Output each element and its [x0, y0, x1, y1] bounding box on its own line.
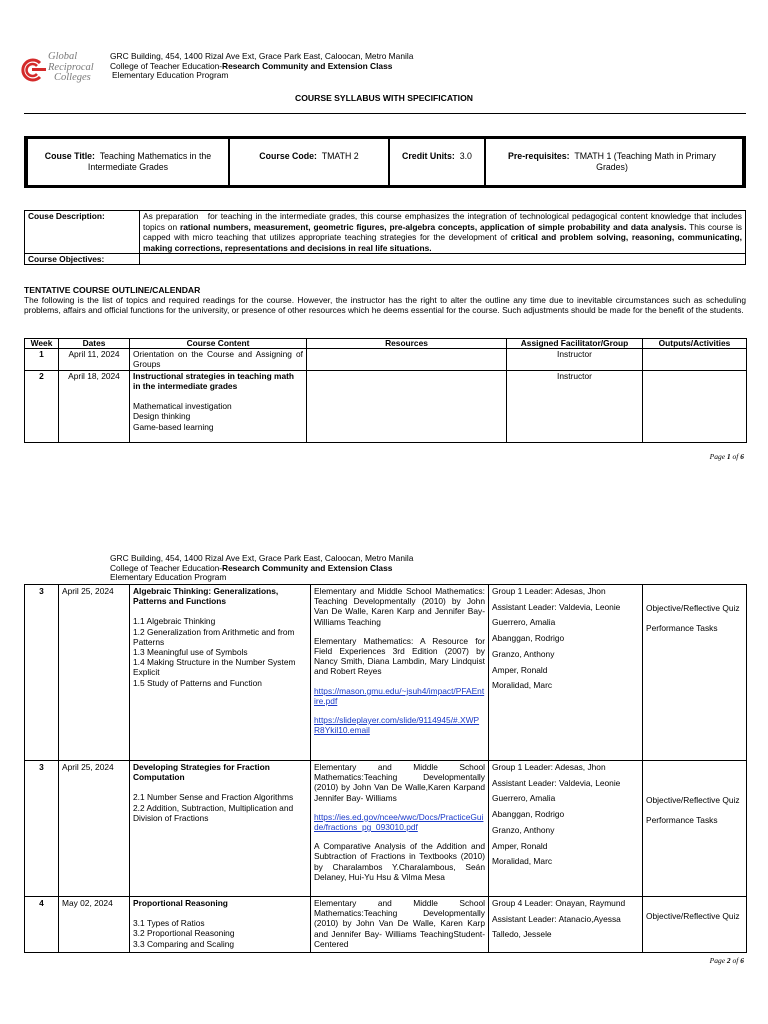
resource-text: A Comparative Analysis of the Addition and Subtraction of Fractions in Textbooks (2010) by Charalambos Y.Charalambous, Seán Delaney, Hui-Yu Hsu & Vilma Mesa [314, 841, 485, 882]
resources-cell [311, 761, 489, 897]
group-member: Guerrero, Amalia [492, 793, 556, 804]
list-item: 1.5 Study of Patterns and Function [133, 677, 262, 688]
output-item: Performance Tasks [646, 623, 718, 634]
resource-link[interactable]: https://mason.gmu.edu/~jsuh4/impact/PFAEntire.pdf [314, 685, 485, 706]
list-item: Game-based learning [133, 421, 214, 432]
facilitator-cell [489, 761, 643, 897]
date-cell: April 25, 2024 [59, 585, 130, 761]
outputs-cell [643, 349, 747, 371]
content-cell: Orientation on the Course and Assigning of Groups [130, 349, 307, 371]
college-line: College of Teacher Education-Research Community and Extension Class [110, 562, 393, 573]
list-item: 3.3 Comparing and Scaling [133, 938, 235, 949]
course-title-cell: Couse Title: Teaching Mathematics in the Intermediate Grades [28, 139, 230, 185]
prerequisites-value: TMATH 1 (Teaching Math in Primary Grades) [574, 151, 736, 172]
table-header-row [25, 339, 747, 349]
topic-title: Developing Strategies for Fraction Computation [133, 762, 270, 783]
date-cell: April 11, 2024 [59, 349, 130, 371]
outputs-cell [643, 761, 747, 897]
column-header: Outputs/Activities [643, 339, 747, 349]
resource-text: Elementary and Middle School Mathematics: Teaching Developmentally (2010) by John Van De Walle, Karen Karp and Jennifer Bay- Williams Teaching [314, 586, 485, 627]
resources-cell [311, 585, 489, 761]
week-cell: 2 [25, 370, 59, 442]
list-item: 1.1 Algebraic Thinking [133, 616, 216, 627]
course-outline-table [24, 338, 747, 443]
facilitator-cell [489, 585, 643, 761]
week-cell: 3 [25, 761, 59, 897]
facilitator-cell [489, 897, 643, 953]
page-2 [0, 550, 768, 1024]
logo-text [48, 52, 94, 84]
prerequisites-cell: Pre-requisites: TMATH 1 (Teaching Math in Primary Grades) [508, 151, 736, 172]
course-description-label: Couse Description: [25, 211, 140, 254]
resource-link[interactable]: https://ies.ed.gov/ncee/wwc/Docs/PracticeGuide/fractions_pg_093010.pdf [314, 811, 484, 833]
group-member: Talledo, Jessele [492, 929, 552, 940]
course-objectives-label: Course Objectives: [25, 254, 140, 265]
logo-line-1: Global [48, 51, 78, 62]
page-number: Page 2 of 6 [709, 956, 744, 965]
resources-cell [307, 370, 507, 442]
course-code-cell: Course Code: TMATH 2 [230, 139, 390, 185]
institution-address-block [110, 52, 413, 81]
column-header: Course Content [130, 339, 307, 349]
facilitator-cell: Instructor [507, 349, 643, 371]
output-item: Objective/Reflective Quiz [646, 795, 740, 805]
group-member: Granzo, Anthony [492, 648, 555, 659]
group-member: Group 1 Leader: Adesas, Jhon [492, 762, 606, 772]
date-cell: April 25, 2024 [59, 761, 130, 897]
course-title-value: Teaching Mathematics in the Intermediate Grades [87, 151, 212, 172]
group-member: Assistant Leader: Valdevia, Leonie [492, 777, 621, 788]
course-code-value: TMATH 2 [321, 151, 359, 161]
table-row [25, 897, 747, 953]
table-row [25, 761, 747, 897]
outline-section-body: The following is the list of topics and required readings for the course. However, the instructor has the right to alter the outline any time due to inevitable circumstances such as scheduling problems, affairs and official functions for the university, or presence of other resources which he deems essential for the course. Such adjustments should be made for the benefit of the students. [24, 295, 746, 316]
outline-section-title: TENTATIVE COURSE OUTLINE/CALENDAR [24, 285, 201, 295]
resource-text: Elementary and Middle School Mathematics:Teaching Developmentally (2010) by John Van De Walle,Karen Karpand Jennifer Bay- Williams [314, 762, 485, 803]
column-header: Dates [59, 339, 130, 349]
table-row [25, 349, 747, 371]
credit-units-cell: Credit Units: 3.0 [390, 139, 486, 185]
group-member: Abanggan, Rodrigo [492, 633, 565, 644]
facilitator-cell: Instructor [507, 370, 643, 442]
outputs-cell [643, 897, 747, 953]
date-cell: May 02, 2024 [59, 897, 130, 953]
week-cell: 3 [25, 585, 59, 761]
resource-text: Elementary and Middle School Mathematics:Teaching Developmentally (2010) by John Van De Walle, Karen Karp and Jennifer Bay- Williams TeachingStudent-Centered [314, 898, 485, 949]
week-cell: 1 [25, 349, 59, 371]
logo-mark-icon [20, 58, 46, 82]
list-item: 2.2 Addition, Subtraction, Multiplication and Division of Fractions [133, 802, 294, 823]
resources-cell [307, 349, 507, 371]
college-logo [20, 52, 102, 86]
address-line: GRC Building, 454, 1400 Rizal Ave Ext, Grace Park East, Caloocan, Metro Manila [110, 553, 414, 563]
column-header: Assigned Facilitator/Group [507, 339, 643, 349]
logo-line-3: Colleges [54, 72, 91, 83]
date-cell: April 18, 2024 [59, 370, 130, 442]
week-cell: 4 [25, 897, 59, 953]
page-1 [0, 0, 768, 470]
output-item: Objective/Reflective Quiz [646, 603, 740, 613]
course-description-table [24, 210, 746, 265]
outputs-cell [643, 585, 747, 761]
group-member: Assistant Leader: Atanacio,Ayessa [492, 913, 621, 924]
list-item: Mathematical investigation [133, 401, 232, 411]
group-member: Amper, Ronald [492, 840, 548, 851]
group-member: Granzo, Anthony [492, 824, 555, 835]
group-member: Assistant Leader: Valdevia, Leonie [492, 601, 621, 612]
group-member: Moralidad, Marc [492, 680, 553, 691]
group-member: Group 4 Leader: Onayan, Raymund [492, 898, 626, 908]
output-item: Performance Tasks [646, 815, 718, 826]
college-line: College of Teacher Education-Research Community and Extension Class [110, 60, 393, 71]
resource-text: Elementary Mathematics: A Resource for Field Experiences 3rd Edition (2007) by Nancy Smith, Diana Lambdin, Mary Lindquist and Robert Reyes [314, 635, 485, 677]
list-item: 1.3 Meaningful use of Symbols [133, 647, 248, 658]
program-line: Elementary Education Program [112, 70, 229, 81]
output-item: Objective/Reflective Quiz [646, 911, 740, 921]
group-member: Abanggan, Rodrigo [492, 809, 565, 820]
list-item: 1.2 Generalization from Arithmetic and from Patterns [133, 626, 295, 647]
resources-cell [311, 897, 489, 953]
table-row [25, 370, 747, 442]
logo-line-2: Reciprocal [48, 61, 94, 73]
institution-address-block [110, 554, 413, 583]
topic-title: Algebraic Thinking: Generalizations, Patterns and Functions [133, 586, 279, 607]
topic-title: Proportional Reasoning [133, 898, 228, 908]
column-header: Resources [307, 339, 507, 349]
group-member: Group 1 Leader: Adesas, Jhon [492, 586, 606, 596]
program-line: Elementary Education Program [110, 572, 227, 583]
table-row [25, 585, 747, 761]
list-item: 2.1 Number Sense and Fraction Algorithms [133, 792, 294, 803]
list-item: 3.2 Proportional Reasoning [133, 928, 235, 939]
content-cell [130, 761, 311, 897]
group-member: Amper, Ronald [492, 664, 548, 675]
outputs-cell [643, 370, 747, 442]
document-title: COURSE SYLLABUS WITH SPECIFICATION [295, 93, 473, 103]
header-divider [24, 113, 746, 114]
list-item: Design thinking [133, 411, 191, 422]
course-description-text: As preparation for teaching in the intermediate grades, this course emphasizes the integration of technological pedagogical content knowledge that includes topics on rational numbers, measurement, geometric figures, pre-algebra concepts, application of simple probability and data analysis. This course is capped with micro teaching that utilizes appropriate teaching strategies for the development of critical and problem solving, reasoning, communicating, making corrections, representations and decisions in real life situations. [140, 211, 746, 254]
content-cell [130, 585, 311, 761]
resource-link[interactable]: https://slideplayer.com/slide/9114945/#.XWPR8Ykil10.email [314, 715, 480, 736]
content-cell: Instructional strategies in teaching math in the intermediate grades Mathematical investigation Design thinking Game-based learning [130, 370, 307, 442]
group-member: Guerrero, Amalia [492, 617, 556, 628]
group-member: Moralidad, Marc [492, 856, 553, 867]
page-number: Page 1 of 6 [709, 452, 744, 461]
content-cell [130, 897, 311, 953]
course-schedule-table [24, 584, 747, 953]
course-info-box [24, 136, 746, 188]
column-header: Week [25, 339, 59, 349]
credit-units-value: 3.0 [459, 151, 472, 161]
course-objectives-value [140, 254, 746, 265]
list-item: 1.4 Making Structure in the Number System Explicit [133, 657, 296, 678]
list-item: 3.1 Types of Ratios [133, 918, 205, 929]
address-line: GRC Building, 454, 1400 Rizal Ave Ext, Grace Park East, Caloocan, Metro Manila [110, 51, 414, 61]
